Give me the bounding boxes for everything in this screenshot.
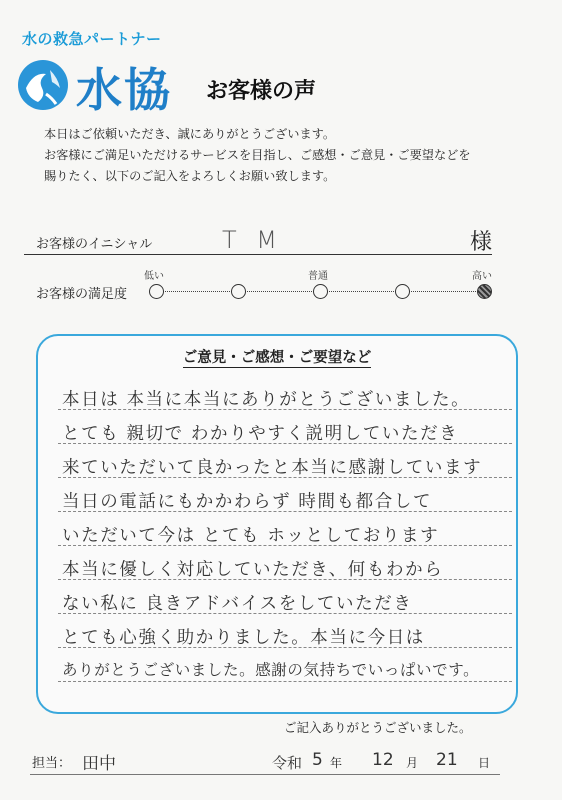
satisfaction-option-2[interactable]: [231, 284, 246, 299]
comments-title: [38, 346, 516, 367]
handwritten-comment-line: 本日は 本当に本当にありがとうございました。: [62, 390, 471, 410]
scale-label-low: 低い: [144, 271, 164, 282]
date-month-unit: 月: [406, 756, 419, 770]
honorific-suffix: 様: [470, 230, 493, 255]
initials-label: お客様のイニシャル: [36, 237, 153, 252]
thanks-message: ご記入ありがとうございました。: [284, 720, 472, 735]
date-day-unit: 日: [478, 756, 491, 770]
intro-line: お客様にご満足いただけるサービスを目指し、ご感想・ご意見・ご要望などを: [44, 148, 471, 162]
scale-label-high: 高い: [472, 271, 492, 282]
handwritten-comment-line: ありがとうございました。感謝の気持ちでいっぱいです。: [62, 661, 480, 679]
satisfaction-option-4[interactable]: [395, 284, 410, 299]
initials-value[interactable]: T M: [222, 226, 283, 254]
date-year: 5: [312, 750, 323, 770]
intro-line: 賜りたく、以下のご記入をよろしくお願い致します。: [44, 169, 336, 183]
date-month: 12: [372, 750, 394, 770]
intro-text: [44, 124, 471, 187]
water-drop-logo-icon: [16, 58, 70, 112]
date-year-unit: 年: [330, 756, 343, 770]
handwritten-comment-line: 本当に優しく対応していただき、何もわから: [62, 560, 444, 580]
page-title: お客様の声: [206, 79, 317, 104]
handwritten-comment-line: 当日の電話にもかかわらず 時間も都合して: [62, 492, 433, 512]
handwritten-comment-line: ない私に 良きアドバイスをしていただき: [62, 594, 413, 614]
brand-tagline: 水の救急パートナー: [22, 30, 162, 48]
satisfaction-label: お客様の満足度: [36, 287, 128, 302]
handwritten-comment-line: いただいて今は とても ホッとしております: [62, 526, 440, 546]
staff-label: 担当：: [32, 756, 72, 771]
date-era: 令和: [272, 754, 303, 772]
date-day: 21: [436, 750, 458, 770]
satisfaction-option-5-selected[interactable]: [477, 284, 492, 299]
staff-name: 田中: [82, 754, 116, 774]
scale-label-mid: 普通: [308, 271, 328, 282]
initials-underline: [24, 254, 492, 255]
handwritten-comment-line: とても心強く助かりました。本当に今日は: [62, 628, 425, 648]
handwritten-comment-line: とても 親切で わかりやすく説明していただき: [62, 424, 459, 444]
comments-title-text: ご意見・ご感想・ご要望など: [182, 350, 372, 366]
ruled-line: [58, 681, 512, 682]
handwritten-comment-line: 来ていただいて良かったと本当に感謝しています: [62, 458, 483, 478]
brand-logo-text: 水協: [76, 63, 172, 117]
intro-line: 本日はご依頼いただき、誠にありがとうございます。: [44, 127, 336, 141]
satisfaction-option-1[interactable]: [149, 284, 164, 299]
satisfaction-option-3[interactable]: [313, 284, 328, 299]
footer-underline: [30, 774, 500, 775]
